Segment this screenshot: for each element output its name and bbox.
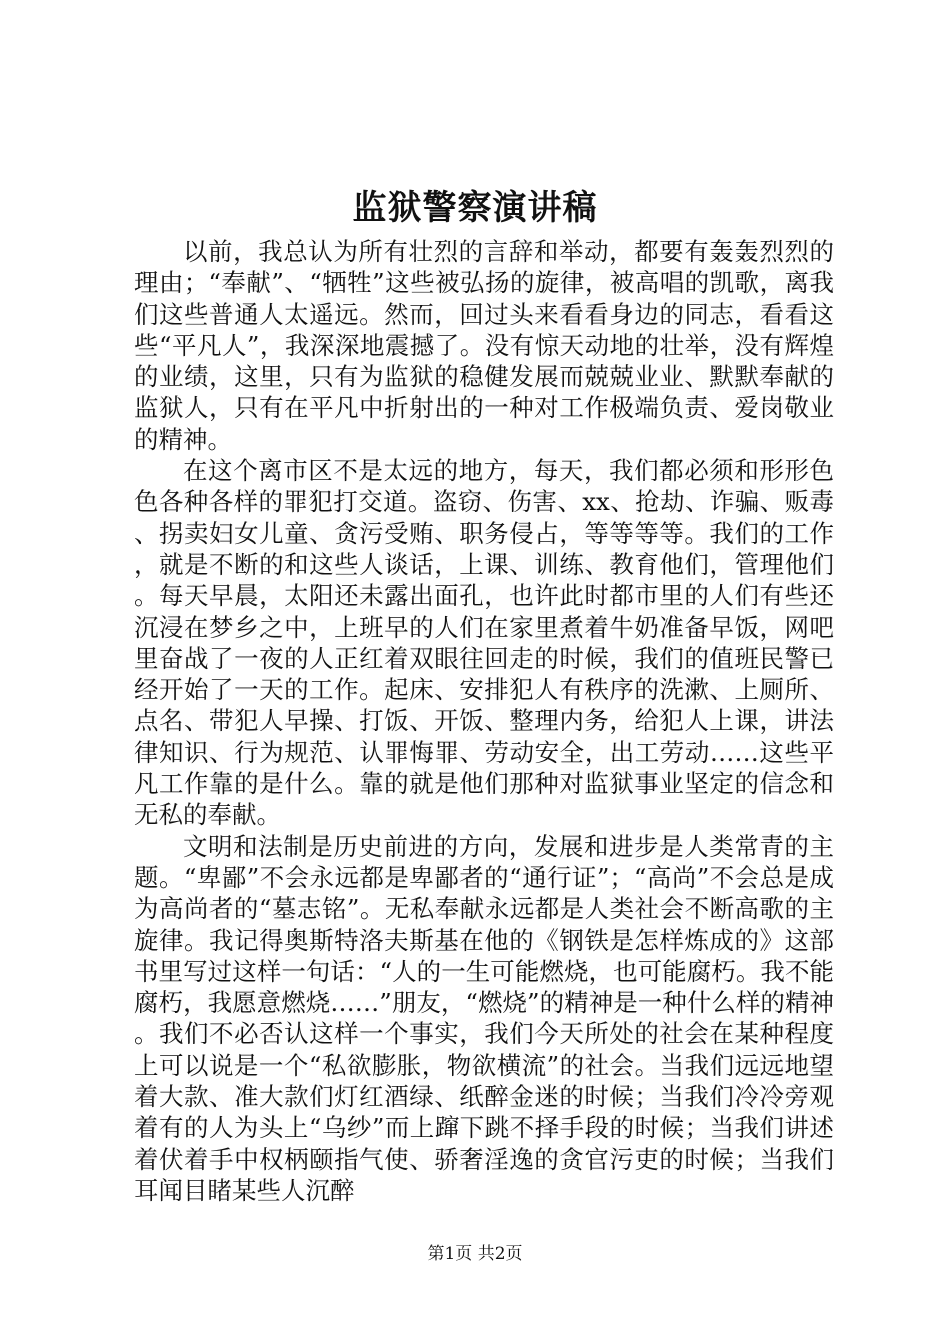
paragraph-3: 文明和法制是历史前进的方向，发展和进步是人类常青的主题。“卑鄙”不会永远都是卑鄙者的“通行证”；“高尚”不会总是成为高尚者的“墓志铭”。无私奉献永远都是人类社会不断高歌的主旋律。我记得奥斯特洛夫斯基在他的《钢铁是怎样炼成的》这部书里写过这样一句话：“人的一生可能燃烧，也可能腐朽。我不能腐朽，我愿意燃烧……”朋友，“燃烧”的精神是一种什么样的精神。我们不必否认这样一个事实，我们今天所处的社会在某种程度上可以说是一个“私欲膨胀，物欲横流”的社会。当我们远远地望着大款、准大款们灯红酒绿、纸醉金迷的时候；当我们冷冷旁观着有的人为头上“乌纱”而上蹿下跳不择手段的时候；当我们讲述着伏着手中权柄颐指气使、骄奢淫逸的贪官污吏的时候；当我们耳闻目睹某些人沉醉 — [134, 831, 834, 1205]
paragraph-1: 以前，我总认为所有壮烈的言辞和举动，都要有轰轰烈烈的理由；“奉献”、“牺牲”这些被弘扬的旋律，被高唱的凯歌，离我们这些普通人太遥远。然而，回过头来看看身边的同志，看看这些“平凡人”，我深深地震撼了。没有惊天动地的壮举，没有辉煌的业绩，这里，只有为监狱的稳健发展而兢兢业业、默默奉献的监狱人，只有在平凡中折射出的一种对工作极端负责、爱岗敬业的精神。 — [134, 237, 834, 454]
page-footer: 第1页 共2页 — [427, 1244, 523, 1264]
document-body — [134, 236, 834, 1206]
paragraph-2: 在这个离市区不是太远的地方，每天，我们都必须和形形色色各种各样的罪犯打交道。盗窃、伤害、xx、抢劫、诈骗、贩毒、拐卖妇女儿童、贪污受贿、职务侵占，等等等等。我们的工作，就是不断的和这些人谈话，上课、训练、教育他们，管理他们。每天早晨，太阳还未露出面孔，也许此时都市里的人们有些还沉浸在梦乡之中，上班早的人们在家里煮着牛奶准备早饭，网吧里奋战了一夜的人正红着双眼往回走的时候，我们的值班民警已经开始了一天的工作。起床、安排犯人有秩序的洗漱、上厕所、点名、带犯人早操、打饭、开饭、整理内务，给犯人上课，讲法律知识、行为规范、认罪悔罪、劳动安全，出工劳动……这些平凡工作靠的是什么。靠的就是他们那种对监狱事业坚定的信念和无私的奉献。 — [134, 456, 834, 830]
document-title: 监狱警察演讲稿 — [352, 188, 598, 228]
